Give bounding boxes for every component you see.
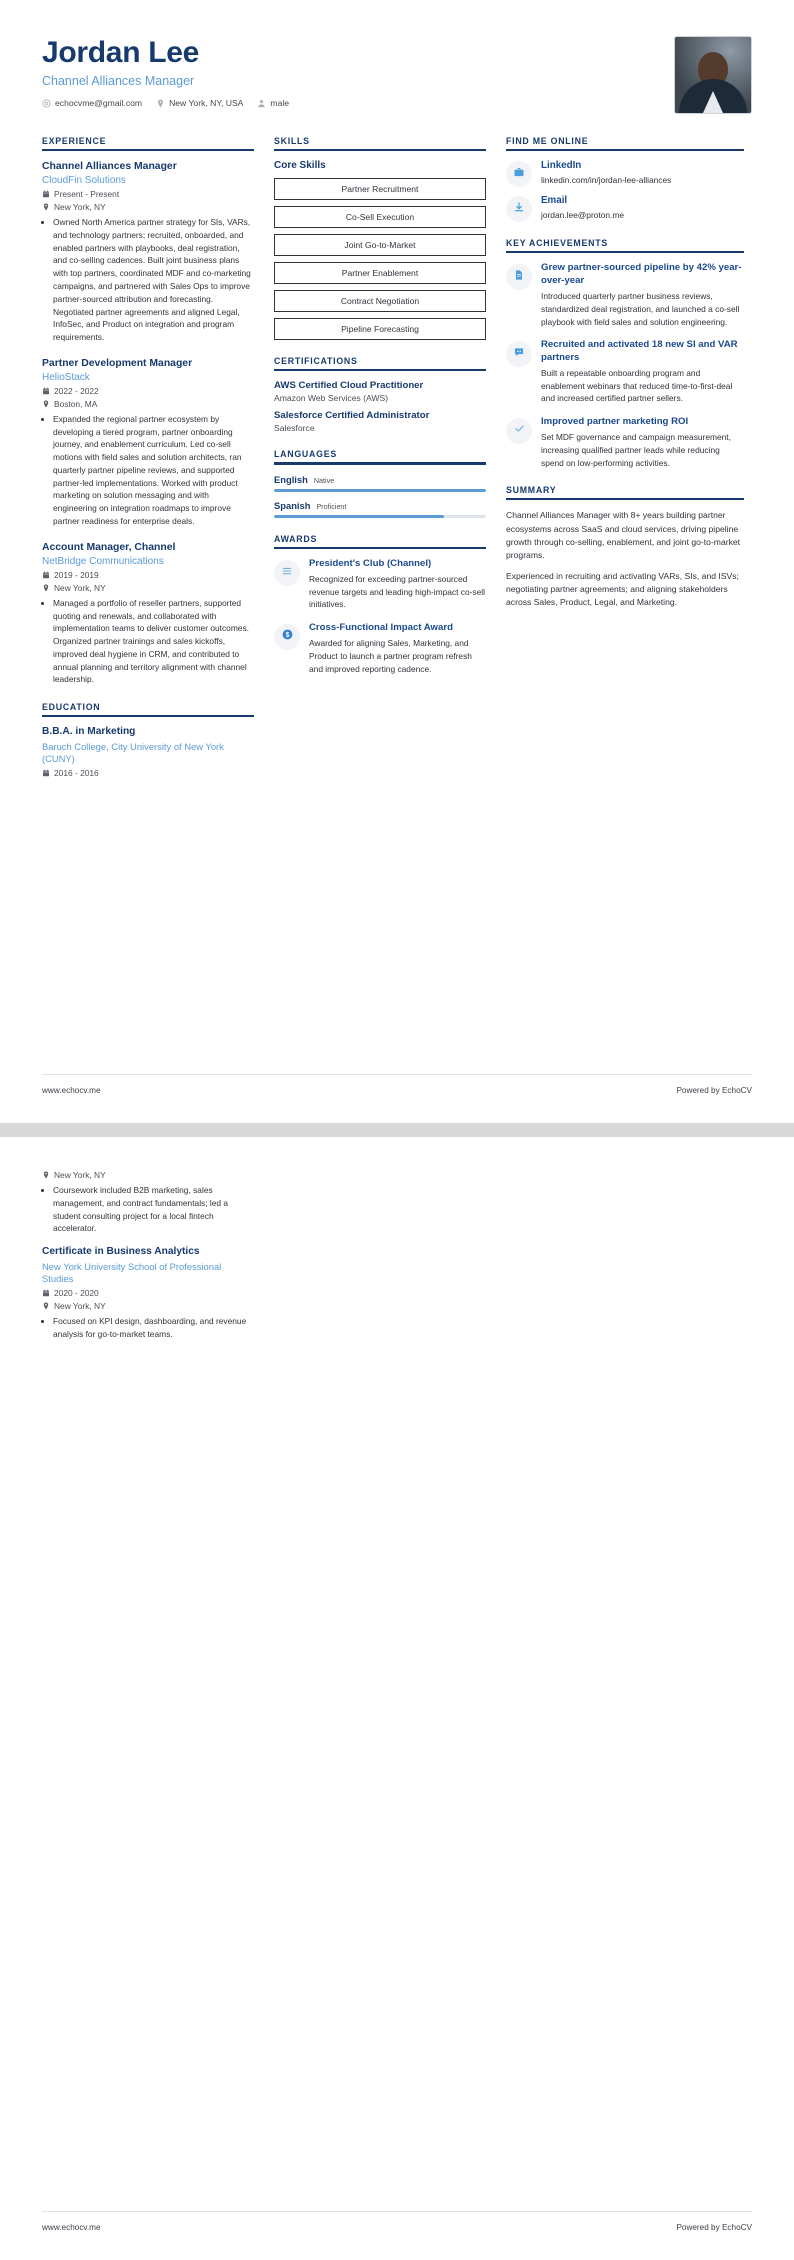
language-name: English (274, 473, 308, 485)
avatar (674, 36, 752, 114)
certification-entry (274, 410, 486, 433)
certification-name: AWS Certified Cloud Practitioner (274, 380, 424, 392)
online-value: linkedin.com/in/jordan-lee-alliances (541, 174, 672, 185)
online-label: LinkedIn (541, 160, 582, 172)
award-description: Recognized for exceeding partner-sourced revenue targets and leading high-impact co-sell initiatives. (309, 574, 485, 610)
experience-dates: 2022 - 2022 (54, 385, 99, 396)
education-bullets (42, 1315, 254, 1341)
online-badge (506, 196, 532, 222)
experience-bullets (42, 413, 254, 528)
online-badge (506, 161, 532, 187)
footer-powered-by: Powered by EchoCV (676, 2223, 752, 2232)
contact-location-text: New York, NY, USA (169, 98, 244, 108)
skill-chip: Joint Go-to-Market (274, 234, 486, 256)
certification-issuer: Amazon Web Services (AWS) (274, 393, 389, 404)
education-entry (42, 1246, 254, 1341)
education-school: Baruch College, City University of New York (CUNY) (42, 741, 224, 765)
language-proficiency-bar (274, 489, 486, 492)
experience-location-row (42, 399, 254, 409)
award-description: Awarded for aligning Sales, Marketing, and Product to launch a partner program refresh and improved reporting cadence. (309, 638, 472, 674)
certification-entry (274, 380, 486, 403)
section-divider (506, 149, 744, 151)
contact-row (42, 98, 289, 108)
award-entry (274, 558, 486, 611)
section-title-experience: EXPERIENCE (42, 136, 107, 146)
section-experience (42, 136, 254, 686)
skill-chip: Contract Negotiation (274, 290, 486, 312)
language-name: Spanish (274, 499, 311, 511)
experience-bullets (42, 597, 254, 686)
section-title-education: EDUCATION (42, 702, 101, 713)
summary-paragraph: Experienced in recruiting and activating VARs, SIs, and ISVs; negotiating partner agreements; and aligning stakeholders across Sales, Product, Legal, and Marketing. (506, 570, 739, 608)
education-school: New York University School of Professional Studies (42, 1260, 222, 1285)
footer-powered-by: Powered by EchoCV (676, 1086, 752, 1095)
skill-chip: Partner Enablement (274, 262, 486, 284)
achievement-entry (506, 416, 744, 469)
education-bullet: • Focused on KPI design, dashboarding, and revenue analysis for go-to-market teams. (53, 1315, 254, 1341)
experience-dates: 2019 - 2019 (54, 569, 99, 580)
section-divider (274, 462, 486, 464)
location-pin-icon (42, 584, 50, 592)
language-entry (274, 474, 486, 492)
location-pin-icon (156, 99, 165, 108)
achievement-badge (506, 264, 532, 290)
experience-location: New York, NY (54, 202, 106, 213)
experience-location: New York, NY (54, 582, 106, 593)
section-divider (42, 149, 254, 151)
education-location: New York, NY (54, 1170, 106, 1180)
education-dates-row (42, 1288, 254, 1298)
calendar-icon (42, 190, 50, 198)
section-languages (274, 449, 486, 517)
experience-bullet: • Managed a portfolio of reseller partners, supported quoting and renewals, and collaborated with implementation teams to deliver customer outcomes. Organized partner trainings and sales kickoffs, improved deal hygiene in CRM, and contributed to annual planning and territory alignment with channel leadership. (53, 597, 254, 686)
online-value: jordan.lee@proton.me (541, 209, 624, 220)
section-divider (274, 369, 486, 371)
section-summary (506, 485, 744, 609)
check-circle-icon (513, 422, 526, 440)
experience-company: CloudFin Solutions (42, 175, 126, 187)
section-divider (274, 547, 486, 549)
contact-email[interactable] (42, 98, 142, 108)
calendar-icon (42, 1289, 50, 1297)
contact-location (156, 98, 243, 108)
language-level: Proficient (316, 501, 347, 511)
education-bullet: • Coursework included B2B marketing, sales management, and contract fundamentals; led a student consulting project for a local fintech accelerator. (53, 1184, 254, 1235)
download-arrow-icon (513, 200, 525, 218)
online-profile-email[interactable] (506, 195, 744, 222)
experience-dates-row (42, 189, 254, 199)
calendar-icon (42, 769, 50, 777)
section-divider (42, 715, 254, 717)
achievement-entry (506, 262, 744, 328)
column-left (42, 136, 254, 794)
experience-dates-row (42, 570, 254, 580)
resume-page-2 (0, 1137, 794, 2260)
award-entry (274, 622, 486, 675)
experience-location-row (42, 202, 254, 212)
resume-header (0, 0, 794, 114)
contact-email-text: echocvme@gmail.com (55, 98, 143, 108)
achievement-title: Improved partner marketing ROI (541, 415, 689, 427)
education-dates-row (42, 768, 254, 778)
experience-title: Partner Development Manager (42, 357, 193, 369)
language-entry (274, 500, 486, 518)
section-skills (274, 136, 486, 340)
education-degree: B.B.A. in Marketing (42, 726, 136, 738)
education-degree: Certificate in Business Analytics (42, 1246, 200, 1258)
education-location-row (42, 1170, 254, 1180)
briefcase-icon (513, 165, 525, 183)
skill-chip: Partner Recruitment (274, 178, 486, 200)
education-entry-continued (42, 1170, 254, 1235)
experience-bullets (42, 216, 254, 344)
skill-chip: Pipeline Forecasting (274, 318, 486, 340)
section-divider (506, 251, 744, 253)
experience-entry (42, 541, 254, 686)
achievement-title: Grew partner-sourced pipeline by 42% year-over-year (541, 262, 742, 286)
section-title-skills: SKILLS (274, 136, 310, 146)
calendar-icon (42, 571, 50, 579)
location-pin-icon (42, 400, 50, 408)
achievement-description: Introduced quarterly partner business reviews, standardized deal registration, and launched a co-sell playbook with field sales and solution engineering. (541, 291, 740, 327)
achievement-badge (506, 341, 532, 367)
list-lines-icon (281, 564, 293, 582)
experience-title: Account Manager, Channel (42, 541, 176, 553)
achievement-description: Set MDF governance and campaign measurement, increasing qualified partner leads while reducing spend on low-performing activities. (541, 432, 731, 468)
section-find-me-online (506, 136, 744, 222)
experience-entry (42, 160, 254, 344)
experience-dates: Present - Present (54, 189, 120, 200)
location-pin-icon (42, 203, 50, 211)
section-key-achievements (506, 238, 744, 469)
contact-gender-text: male (270, 98, 290, 108)
section-divider (506, 498, 744, 500)
experience-dates-row (42, 386, 254, 396)
skill-group-title: Core Skills (274, 160, 326, 172)
resume-columns (0, 114, 794, 794)
summary-paragraph: Channel Alliances Manager with 8+ years building partner ecosystems across SaaS and cloud services, driving pipeline growth through co-selling, enablement, and joint go-to-market programs. (506, 510, 741, 561)
education-location-row (42, 1301, 254, 1311)
footer-divider (42, 1074, 752, 1075)
section-title-summary: SUMMARY (506, 485, 557, 496)
online-label: Email (541, 195, 568, 207)
achievement-entry (506, 339, 744, 405)
education-location: New York, NY (54, 1301, 106, 1312)
experience-company: NetBridge Communications (42, 555, 164, 567)
education-dates: 2020 - 2020 (54, 1288, 99, 1299)
experience-company: HelioStack (42, 371, 90, 383)
contact-gender (257, 98, 289, 108)
achievement-badge (506, 418, 532, 444)
person-icon (257, 99, 266, 108)
experience-location-row (42, 583, 254, 593)
education-dates: 2016 - 2016 (54, 768, 99, 779)
page-footer (42, 1086, 752, 1095)
certification-issuer: Salesforce (274, 423, 315, 434)
section-education (42, 702, 254, 778)
award-title: President's Club (Channel) (309, 557, 432, 569)
header-identity (42, 36, 289, 108)
award-title: Cross-Functional Impact Award (309, 622, 453, 634)
experience-location: Boston, MA (54, 398, 98, 409)
education-entry (42, 726, 254, 778)
achievement-title: Recruited and activated 18 new SI and VAR partners (541, 339, 738, 363)
location-pin-icon (42, 1171, 50, 1179)
section-title-key-achievements: KEY ACHIEVEMENTS (506, 238, 608, 249)
section-title-find-me-online: FIND ME ONLINE (506, 136, 589, 146)
experience-bullet: • Expanded the regional partner ecosystem by developing a tiered program, partner onboarding journey, and enablement curriculum. Led co-sell motions with field sales and solution architects, ran quarterly partner pipeline reviews, and supported partner-led implementations. Worked with product marketing on solution messaging and with engineering on integration roadmaps to improve partner readiness for enterprise deals. (53, 413, 254, 528)
section-title-awards: AWARDS (274, 533, 318, 544)
email-icon (42, 99, 51, 108)
experience-entry (42, 357, 254, 528)
award-badge (274, 560, 300, 586)
page-footer (42, 2223, 752, 2232)
language-level: Native (313, 475, 335, 485)
language-proficiency-bar (274, 515, 486, 518)
chat-bubble-icon (513, 345, 525, 363)
section-title-languages: LANGUAGES (274, 449, 337, 460)
column-left-page2 (42, 1167, 254, 1352)
section-title-certifications: CERTIFICATIONS (274, 356, 358, 367)
document-icon (513, 268, 525, 286)
footer-divider (42, 2211, 752, 2212)
experience-title: Channel Alliances Manager (42, 161, 177, 173)
section-certifications (274, 356, 486, 433)
online-profile-linkedin[interactable] (506, 160, 744, 187)
section-awards (274, 534, 486, 676)
dollar-coin-icon (281, 628, 294, 646)
education-bullets (42, 1184, 254, 1235)
skill-chip: Co-Sell Execution (274, 206, 486, 228)
footer-site[interactable]: www.echocv.me (42, 1086, 101, 1095)
job-role-subtitle: Channel Alliances Manager (42, 74, 195, 88)
certification-name: Salesforce Certified Administrator (274, 410, 430, 422)
svg-text:$: $ (285, 632, 289, 640)
award-badge (274, 624, 300, 650)
footer-site[interactable]: www.echocv.me (42, 2223, 101, 2232)
column-right (506, 136, 744, 626)
page-separator (0, 1123, 794, 1137)
column-middle (274, 136, 486, 691)
location-pin-icon (42, 1302, 50, 1310)
resume-columns-page2 (0, 1137, 794, 1352)
calendar-icon (42, 387, 50, 395)
page-title: Jordan Lee (42, 36, 200, 69)
section-divider (274, 149, 486, 151)
resume-page-1 (0, 0, 794, 1123)
experience-bullet: • Owned North America partner strategy for SIs, VARs, and technology partners; recruited, onboarded, and enabled partners with playbooks, deal registration, and co-selling cadences. Built joint business plans with top partners, coordinated MDF and co-marketing campaigns, and partnered with Sales Ops to improve partner-sourced attribution and forecasting. Negotiated partner agreements and aligned Legal, InfoSec, and Product on integration and program requirements. (53, 216, 254, 344)
achievement-description: Built a repeatable onboarding program and enablement webinars that reduced time-to-first-deal and increased certified partner sellers. (541, 368, 733, 404)
